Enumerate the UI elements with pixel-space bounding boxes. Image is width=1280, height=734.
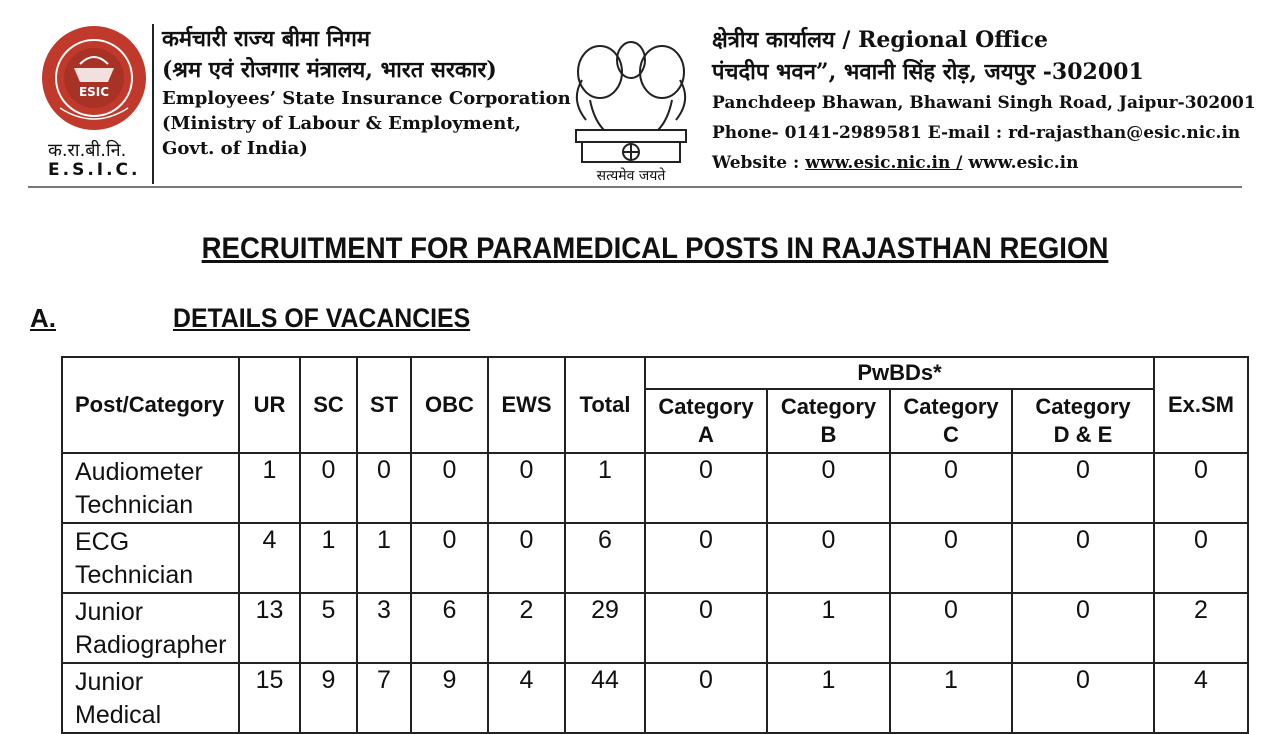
address-english: Panchdeep Bhawan, Bhawani Singh Road, Jaipur-302001 [712, 93, 1256, 113]
cell-obc: 0 [411, 453, 488, 523]
cell-category-b: 0 [767, 523, 890, 593]
header-category-a-line1: Category [658, 394, 754, 419]
header-category-de [1012, 389, 1154, 453]
org-name-english: Employees’ State Insurance Corporation [162, 88, 571, 109]
cell-category-a: 0 [645, 453, 767, 523]
header-total: Total [565, 357, 645, 453]
section-title: DETAILS OF VACANCIES [173, 303, 471, 333]
cell-category-b: 1 [767, 593, 890, 663]
header-category-de-line2: D & E [1053, 422, 1113, 447]
header-category-b [767, 389, 890, 453]
cell-category-c: 0 [890, 453, 1012, 523]
cell-ews: 4 [488, 663, 565, 733]
org-govt-english: Govt. of India) [162, 138, 308, 159]
cell-ur: 4 [239, 523, 300, 593]
header-category-c [890, 389, 1012, 453]
cell-sc: 0 [300, 453, 357, 523]
section-letter: A. [30, 303, 56, 333]
cell-category-de: 0 [1012, 453, 1154, 523]
cell-total: 44 [565, 663, 645, 733]
post-name-line1: Junior [75, 598, 144, 626]
table-row [62, 523, 1248, 593]
cell-ur: 13 [239, 593, 300, 663]
logo-devanagari-caption: क.रा.बी.नि. [48, 140, 127, 161]
cell-ur: 15 [239, 663, 300, 733]
cell-total: 1 [565, 453, 645, 523]
post-name-line2: Radiographer [75, 631, 227, 659]
table-row [62, 663, 1248, 733]
cell-st: 7 [357, 663, 411, 733]
cell-ews: 2 [488, 593, 565, 663]
header-obc: OBC [411, 357, 488, 453]
cell-total: 6 [565, 523, 645, 593]
cell-category-c: 0 [890, 593, 1012, 663]
table-row [62, 453, 1248, 523]
cell-st: 3 [357, 593, 411, 663]
cell-exsm: 4 [1154, 663, 1248, 733]
website-label: Website : [712, 153, 806, 173]
cell-exsm: 0 [1154, 453, 1248, 523]
national-emblem-icon [560, 20, 702, 185]
cell-st: 0 [357, 453, 411, 523]
cell-sc: 5 [300, 593, 357, 663]
post-name-line1: ECG [75, 528, 130, 556]
website-link-esic-nic[interactable]: www.esic.nic.in / [805, 153, 963, 173]
header-category-de-line1: Category [1035, 394, 1131, 419]
header-category-b-line2: B [820, 422, 837, 447]
cell-exsm: 2 [1154, 593, 1248, 663]
post-name [62, 453, 239, 523]
cell-category-a: 0 [645, 593, 767, 663]
table-header-row [62, 357, 1248, 389]
header-category-c-line2: C [943, 422, 959, 447]
post-name-line2: Medical [75, 701, 162, 729]
esic-logo [40, 24, 148, 132]
org-ministry-english: (Ministry of Labour & Employment, [162, 113, 521, 134]
header-st: ST [357, 357, 411, 453]
post-name [62, 663, 239, 733]
website-link-esic[interactable]: www.esic.in [962, 153, 1079, 173]
vacancy-table [61, 356, 1249, 734]
header-rule [28, 186, 1242, 188]
website-line [712, 148, 1256, 178]
table-row [62, 593, 1248, 663]
header-category-b-line1: Category [780, 394, 877, 419]
org-name-hindi: कर्मचारी राज्य बीमा निगम [162, 26, 370, 52]
cell-obc: 9 [411, 663, 488, 733]
post-name-line1: Junior [75, 668, 144, 696]
cell-obc: 0 [411, 523, 488, 593]
organization-block [162, 24, 571, 161]
org-ministry-hindi: (श्रम एवं रोजगार मंत्रालय, भारत सरकार) [162, 57, 497, 83]
post-name-line2: Technician [75, 561, 194, 589]
header-divider [152, 24, 154, 184]
cell-total: 29 [565, 593, 645, 663]
header-ews: EWS [488, 357, 565, 453]
svg-text:सत्यमेव जयते: सत्यमेव जयते [596, 168, 666, 184]
post-name [62, 593, 239, 663]
cell-exsm: 0 [1154, 523, 1248, 593]
regional-office-title: क्षेत्रीय कार्यालय / Regional Office [712, 27, 1049, 53]
header-category-a-line2: A [698, 422, 714, 447]
cell-category-de: 0 [1012, 663, 1154, 733]
post-name-line2: Technician [75, 491, 194, 519]
page-title: RECRUITMENT FOR PARAMEDICAL POSTS IN RAJASTHAN REGION [201, 232, 1109, 265]
cell-category-b: 1 [767, 663, 890, 733]
header-category-a [645, 389, 767, 453]
cell-category-a: 0 [645, 663, 767, 733]
cell-ews: 0 [488, 523, 565, 593]
cell-sc: 9 [300, 663, 357, 733]
logo-english-caption: E.S.I.C. [48, 160, 141, 180]
cell-sc: 1 [300, 523, 357, 593]
cell-category-c: 1 [890, 663, 1012, 733]
header-pwbd: PwBDs* [645, 357, 1154, 389]
header-sc: SC [300, 357, 357, 453]
post-name-line1: Audiometer [75, 458, 203, 486]
header-ur: UR [239, 357, 300, 453]
post-name [62, 523, 239, 593]
address-hindi: पंचदीप भवन”, भवानी सिंह रोड़, जयपुर -302001 [712, 59, 1144, 85]
cell-ur: 1 [239, 453, 300, 523]
cell-st: 1 [357, 523, 411, 593]
header-category-c-line1: Category [903, 394, 999, 419]
header-exsm: Ex.SM [1154, 357, 1248, 453]
cell-category-a: 0 [645, 523, 767, 593]
cell-category-de: 0 [1012, 593, 1154, 663]
cell-ews: 0 [488, 453, 565, 523]
cell-category-c: 0 [890, 523, 1012, 593]
header-post-category: Post/Category [62, 357, 239, 453]
cell-obc: 6 [411, 593, 488, 663]
cell-category-b: 0 [767, 453, 890, 523]
cell-category-de: 0 [1012, 523, 1154, 593]
contact-line: Phone- 0141-2989581 E-mail : rd-rajasthan@esic.nic.in [712, 123, 1241, 143]
svg-text:ESIC: ESIC [78, 85, 110, 99]
regional-office-block [712, 24, 1256, 178]
